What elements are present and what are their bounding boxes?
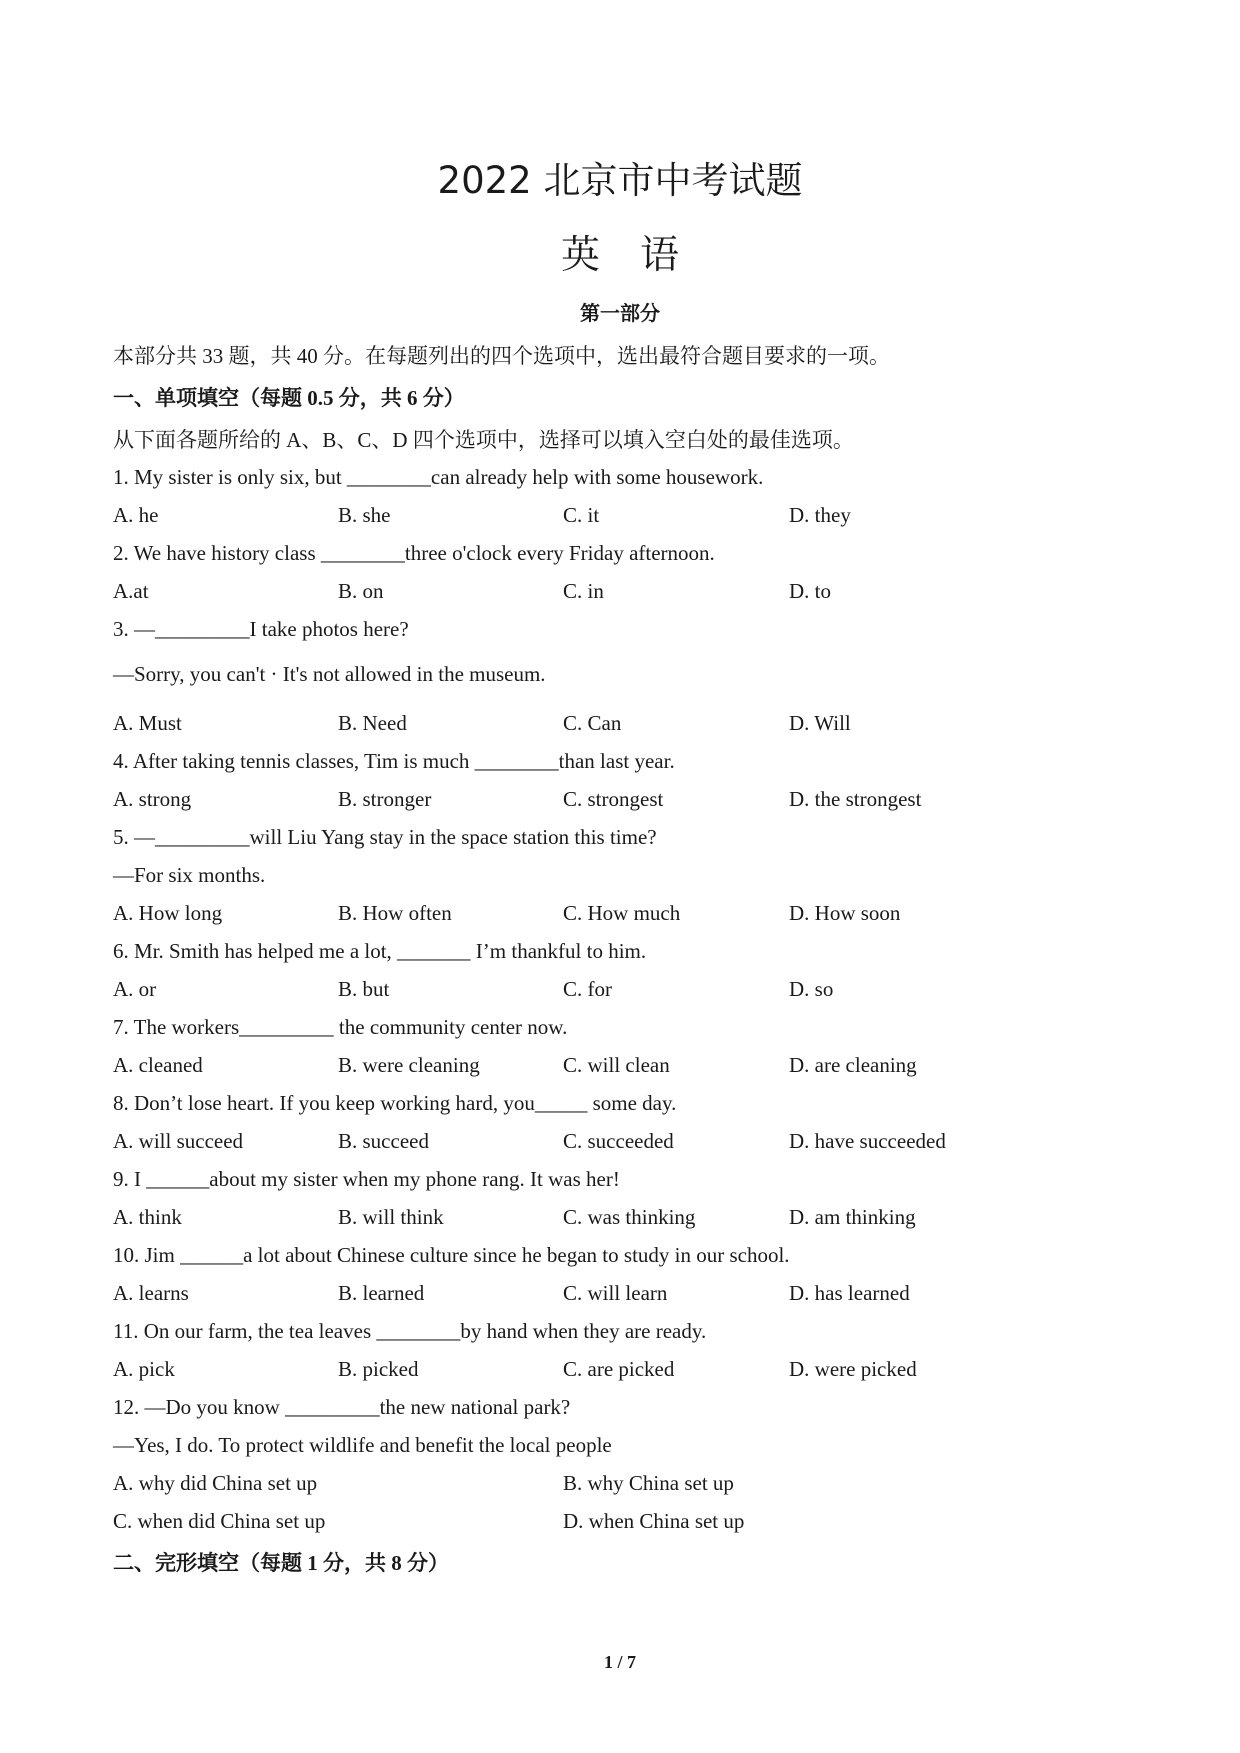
question-5-reply: —For six months. (113, 863, 266, 887)
q4-option-a: A. strong (113, 787, 192, 811)
question-3-reply: —Sorry, you can't · It's not allowed in the museum. (113, 662, 546, 686)
section1-instruction: 从下面各题所给的 A、B、C、D 四个选项中，选择可以填入空白处的最佳选项。 (113, 428, 854, 452)
q9-option-a: A. think (113, 1205, 182, 1229)
q5-option-c: C. How much (563, 901, 681, 925)
question-8-stem: 8. Don’t lose heart. If you keep working hard, you_____ some day. (113, 1091, 677, 1115)
question-5-stem: 5. —_________will Liu Yang stay in the space station this time? (113, 825, 657, 849)
q7-option-c: C. will clean (563, 1053, 670, 1077)
q5-option-d: D. How soon (789, 901, 901, 925)
q11-option-a: A. pick (113, 1357, 175, 1381)
q12-option-b: B. why China set up (563, 1471, 734, 1495)
question-12-reply: —Yes, I do. To protect wildlife and benefit the local people (113, 1433, 612, 1457)
q6-option-b: B. but (338, 977, 390, 1001)
q5-option-a: A. How long (113, 901, 223, 925)
question-12-stem: 12. —Do you know _________the new national park? (113, 1395, 571, 1419)
q1-option-c: C. it (563, 503, 600, 527)
q9-option-b: B. will think (338, 1205, 444, 1229)
q5-option-b: B. How often (338, 901, 452, 925)
exam-title: 2022 北京市中考试题 (437, 159, 803, 202)
q10-option-d: D. has learned (789, 1281, 910, 1305)
q1-option-d: D. they (789, 503, 851, 527)
q11-option-b: B. picked (338, 1357, 419, 1381)
q2-option-a: A.at (113, 579, 149, 603)
q6-option-a: A. or (113, 977, 157, 1001)
question-6-stem: 6. Mr. Smith has helped me a lot, _______ I’m thankful to him. (113, 939, 647, 963)
q2-option-c: C. in (563, 579, 604, 603)
question-3-stem: 3. —_________I take photos here? (113, 617, 409, 641)
q6-option-d: D. so (789, 977, 834, 1001)
q4-option-c: C. strongest (563, 787, 664, 811)
q10-option-c: C. will learn (563, 1281, 668, 1305)
q7-option-d: D. are cleaning (789, 1053, 917, 1077)
q7-option-b: B. were cleaning (338, 1053, 480, 1077)
q10-option-a: A. learns (113, 1281, 189, 1305)
q8-option-c: C. succeeded (563, 1129, 674, 1153)
q2-option-b: B. on (338, 579, 384, 603)
q12-option-a: A. why did China set up (113, 1471, 318, 1495)
question-11-stem: 11. On our farm, the tea leaves ________by hand when they are ready. (113, 1319, 707, 1343)
question-4-stem: 4. After taking tennis classes, Tim is much ________than last year. (113, 749, 675, 773)
section1-heading: 一、单项填空（每题 0.5 分，共 6 分） (113, 386, 465, 410)
q2-option-d: D. to (789, 579, 831, 603)
intro-text: 本部分共 33 题，共 40 分。在每题列出的四个选项中，选出最符合题目要求的一项。 (113, 344, 890, 368)
q9-option-d: D. am thinking (789, 1205, 916, 1229)
section2-heading: 二、完形填空（每题 1 分，共 8 分） (113, 1551, 449, 1575)
q1-option-a: A. he (113, 503, 159, 527)
page-number: 1 / 7 (603, 1652, 636, 1672)
q9-option-c: C. was thinking (563, 1205, 696, 1229)
q3-option-a: A. Must (113, 711, 182, 735)
q1-option-b: B. she (338, 503, 391, 527)
q4-option-d: D. the strongest (789, 787, 922, 811)
q3-option-c: C. Can (563, 711, 622, 735)
q3-option-d: D. Will (789, 711, 851, 735)
q8-option-b: B. succeed (338, 1129, 429, 1153)
q7-option-a: A. cleaned (113, 1053, 203, 1077)
question-2-stem: 2. We have history class ________three o'clock every Friday afternoon. (113, 541, 715, 565)
q8-option-a: A. will succeed (113, 1129, 244, 1153)
q12-option-c: C. when did China set up (113, 1509, 326, 1533)
q11-option-c: C. are picked (563, 1357, 675, 1381)
q10-option-b: B. learned (338, 1281, 425, 1305)
question-7-stem: 7. The workers_________ the community center now. (113, 1015, 568, 1039)
q4-option-b: B. stronger (338, 787, 432, 811)
question-1-stem: 1. My sister is only six, but ________can already help with some housework. (113, 465, 764, 489)
q11-option-d: D. were picked (789, 1357, 917, 1381)
question-9-stem: 9. I ______about my sister when my phone rang. It was her! (113, 1167, 620, 1191)
q8-option-d: D. have succeeded (789, 1129, 946, 1153)
q6-option-c: C. for (563, 977, 612, 1001)
subject-title: 英语 (560, 233, 719, 278)
q3-option-b: B. Need (338, 711, 407, 735)
question-10-stem: 10. Jim ______a lot about Chinese culture since he began to study in our school. (113, 1243, 790, 1267)
q12-option-d: D. when China set up (563, 1509, 745, 1533)
part-heading: 第一部分 (580, 301, 660, 325)
